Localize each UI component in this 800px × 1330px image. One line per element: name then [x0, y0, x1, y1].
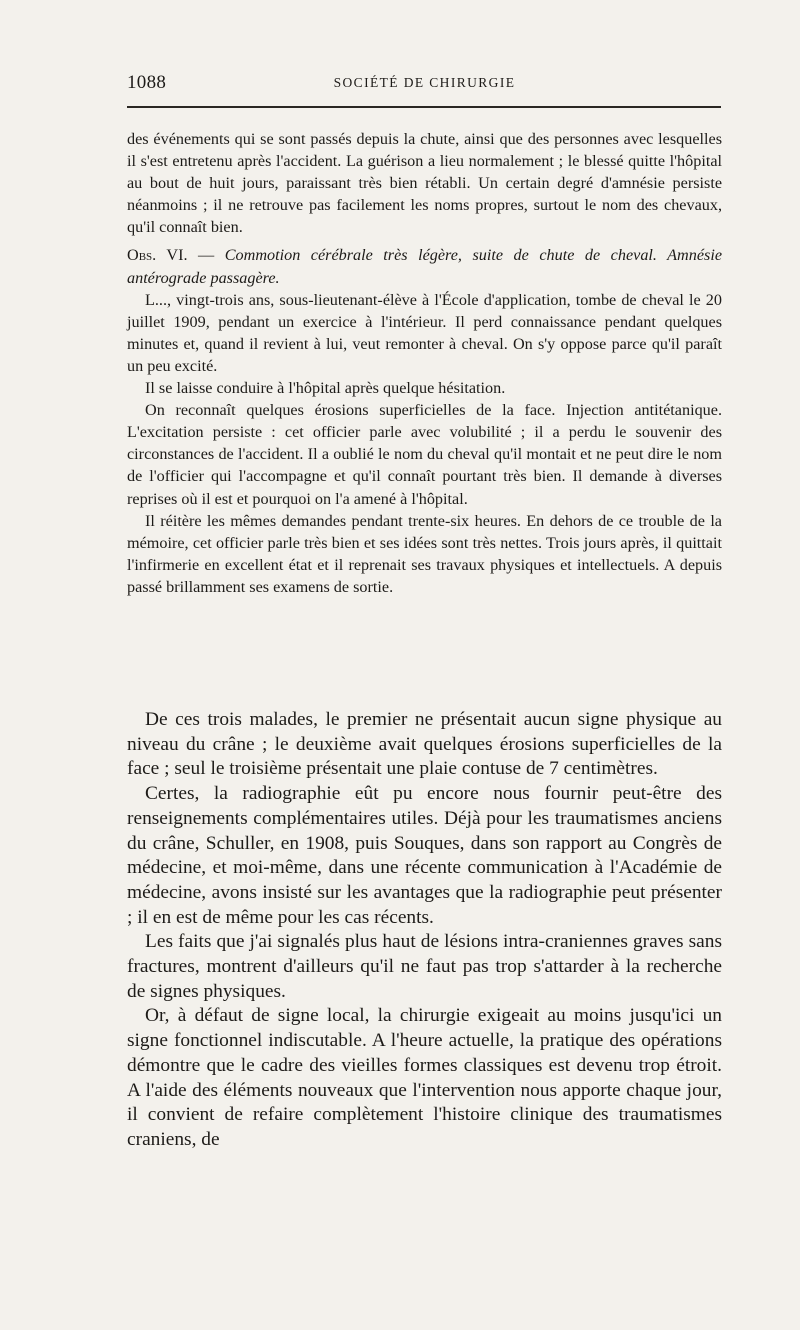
- continuation-paragraph: des événements qui se sont passés depuis la chute, ainsi que des personnes avec lesquelles il s'est entretenu après l'accident. La guérison a lieu normalement ; le blessé quitte l'hôpital au bout de huit jours, paraissant très bien rétabli. Un certain degré d'amnésie persiste néanmoins ; il ne retrouve pas facilement les noms propres, surtout le nom des chevaux, qu'il connaît bien.: [127, 130, 722, 237]
- running-title: SOCIÉTÉ DE CHIRURGIE: [333, 75, 516, 90]
- observation-label: Obs. VI.: [127, 246, 188, 265]
- body-paragraph: Or, à défaut de signe local, la chirurgie exigeait au moins jusqu'ici un signe fonctionnel indiscutable. A l'heure actuelle, la pratique des opérations démontre que le cadre des vieilles formes classiques est devenu trop étroit. A l'aide des éléments nouveaux que l'intervention nous apporte chaque jour, il convient de refaire complètement l'histoire clinique des traumatismes craniens, de: [127, 1005, 722, 1150]
- observation-paragraph: On reconnaît quelques érosions superficielles de la face. Injection antitétanique. L'excitation persiste : cet officier parle avec volubilité ; il a perdu le souvenir des circonstances de l'accident. Il a oublié le nom du cheval qu'il montait et ne peut dire le nom de l'officier qui l'accompagne et qu'il connaît pourtant très bien. Il demande à diverses reprises où il est et pourquoi on l'a amené à l'hôpital.: [127, 401, 722, 508]
- observation-paragraph: Il réitère les mêmes demandes pendant trente-six heures. En dehors de ce trouble de la mémoire, cet officier parle très bien et ses idées sont très nettes. Trois jours après, il quittait l'infirmerie en excellent état et il reprenait ses travaux physiques et intellectuels. A depuis passé brillamment ses examens de sortie.: [127, 511, 722, 596]
- observation-heading: [127, 244, 722, 288]
- observation-block: [127, 128, 722, 598]
- observation-title: Commotion cérébrale très légère, suite de chute de cheval. Amnésie antérograde passagère.: [127, 246, 723, 287]
- page-header: [127, 72, 722, 96]
- header-rule: [127, 106, 721, 108]
- body-paragraph: Les faits que j'ai signalés plus haut de lésions intra-craniennes graves sans fractures, montrent d'ailleurs qu'il ne faut pas trop s'attarder à la recherche de signes physiques.: [127, 931, 722, 1002]
- body-paragraph: De ces trois malades, le premier ne présentait aucun signe physique au niveau du crâne ; le deuxième avait quelques érosions superficielles de la face ; seul le troisième présentait une plaie contuse de 7 centimètres.: [127, 709, 722, 780]
- observation-paragraph: L..., vingt-trois ans, sous-lieutenant-élève à l'École d'application, tombe de cheval le 20 juillet 1909, pendant un exercice à l'intérieur. Il perd connaissance pendant quelques minutes et, quand il revient à lui, veut remonter à cheval. On s'y oppose parce qu'il paraît un peu excité.: [127, 290, 722, 375]
- body-paragraph: Certes, la radiographie eût pu encore nous fournir peut-être des renseignements complémentaires utiles. Déjà pour les traumatismes anciens du crâne, Schuller, en 1908, puis Souques, dans son rapport au Congrès de médecine, et moi-même, dans une récente communication à l'Académie de médecine, avons insisté sur les avantages que la radiographie peut présenter ; il en est de même pour les cas récents.: [127, 783, 722, 928]
- observation-dash: —: [187, 246, 225, 265]
- observation-paragraph: Il se laisse conduire à l'hôpital après quelque hésitation.: [145, 379, 506, 398]
- page-number: 1088: [127, 72, 167, 93]
- main-text: [127, 708, 722, 1153]
